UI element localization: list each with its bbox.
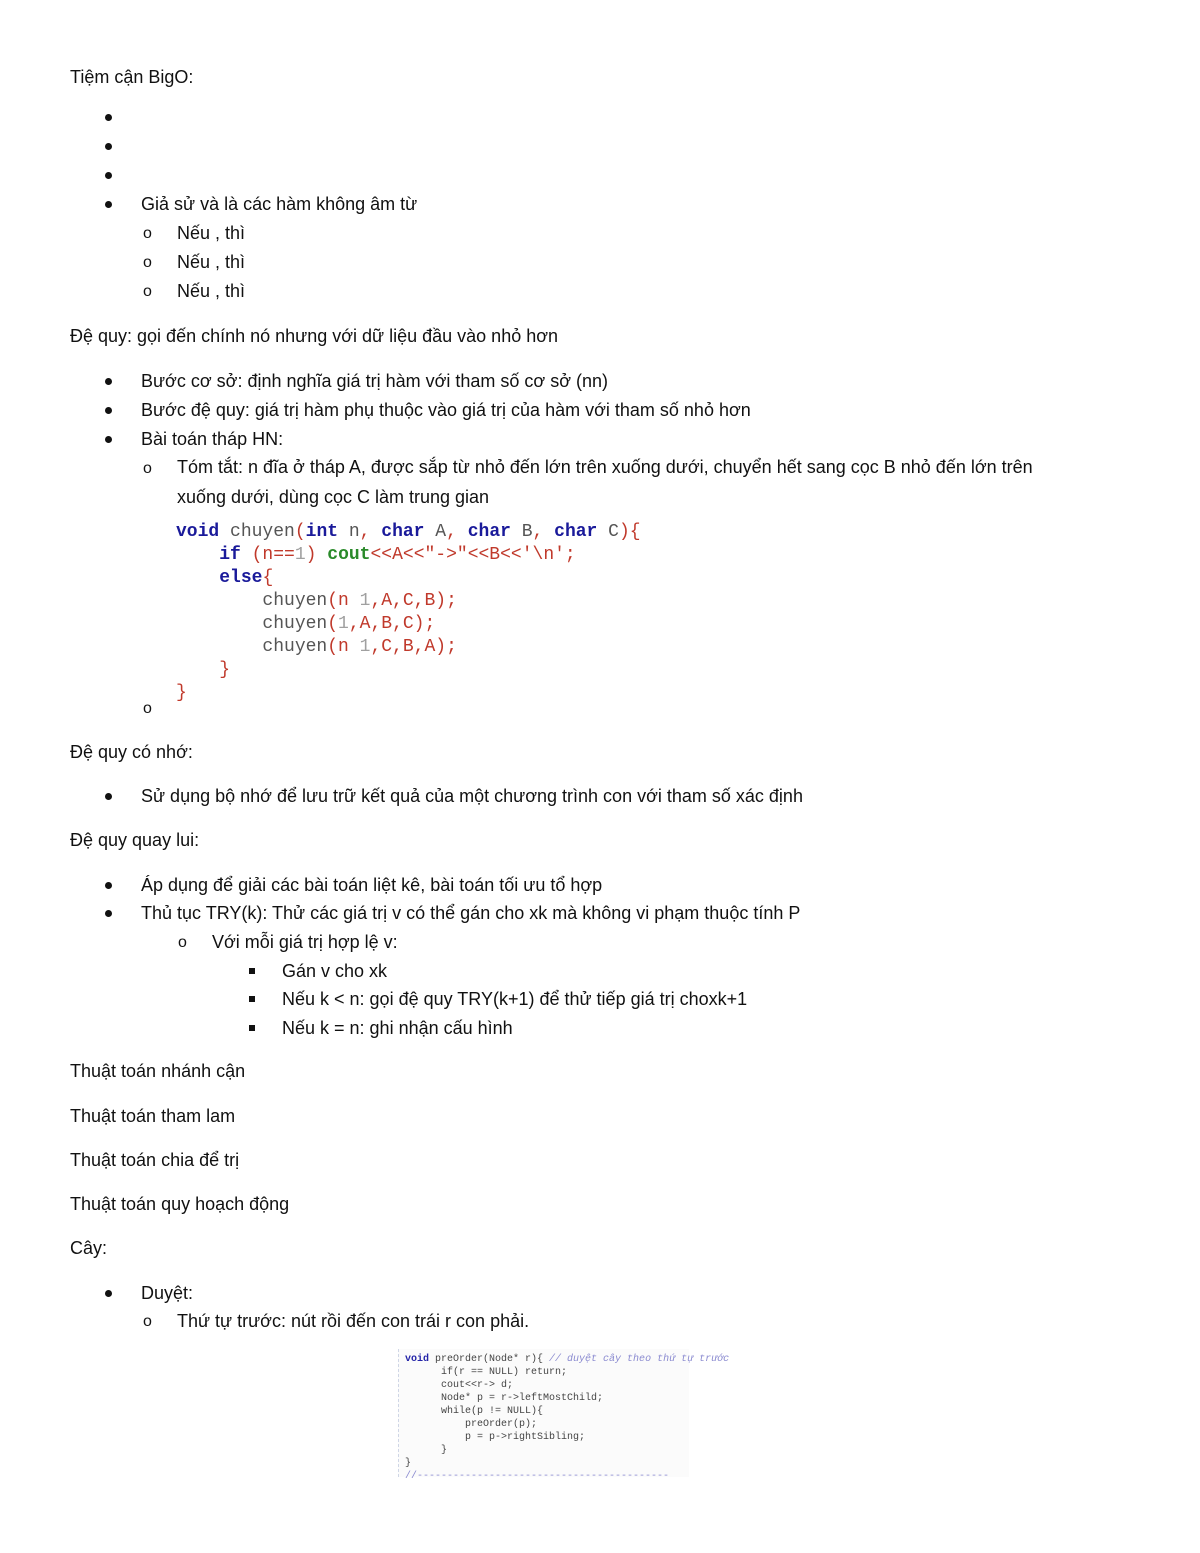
- dequy-item: Bài toán tháp HN:: [141, 429, 284, 449]
- bullet-circle: o: [143, 700, 152, 717]
- bullet-dot: [105, 1290, 112, 1297]
- quay-lui-item: Thủ tục TRY(k): Thử các giá trị v có thể gán cho xk mà không vi phạm thuộc tính P: [141, 903, 801, 923]
- heading-chia-de-tri: Thuật toán chia để trị: [70, 1150, 240, 1170]
- bullet-dot: [105, 143, 112, 150]
- bullet-circle: o: [143, 460, 152, 477]
- dequy-nho-item: Sử dụng bộ nhớ để lưu trữ kết quả của một chương trình con với tham số xác định: [141, 786, 803, 806]
- bullet-square: [249, 996, 255, 1002]
- bullet-dot: [105, 436, 112, 443]
- bullet-circle: o: [143, 225, 152, 242]
- bullet-dot: [105, 378, 112, 385]
- heading-quay-lui: Đệ quy quay lui:: [70, 830, 200, 850]
- heading-cay: Cây:: [70, 1238, 108, 1258]
- cay-item: Duyệt:: [141, 1283, 194, 1303]
- dequy-item: Bước cơ sở: định nghĩa giá trị hàm với tham số cơ sở (nn): [141, 371, 609, 391]
- bullet-dot: [105, 172, 112, 179]
- preorder-code: void preOrder(Node* r){ // duyệt cây theo thứ tự trước if(r == NULL) return; cout<<r-> d; Node* p = r->leftMostChild; while(p != NULL){ preOrder(p); p = p->rightSibling; } } //------------------------------------------: [405, 1354, 730, 1482]
- heading-dequy-co-nho: Đệ quy có nhớ:: [70, 742, 193, 762]
- bullet-circle: o: [143, 1313, 152, 1330]
- bullet-circle: o: [143, 254, 152, 271]
- bullet-circle: o: [143, 283, 152, 300]
- heading-dequy: Đệ quy: gọi đến chính nó nhưng với dữ liệu đầu vào nhỏ hơn: [70, 326, 559, 346]
- bullet-dot: [105, 201, 112, 208]
- hanoi-summary-cont: xuống dưới, dùng cọc C làm trung gian: [177, 487, 490, 507]
- hanoi-code-block: void chuyen(int n, char A, char B, char C){ if (n==1) cout<<A<<"->"<<B<<'\n'; else{ chuyen(n 1,A,C,B); chuyen(1,A,B,C); chuyen(n 1,C,B,A); } }: [176, 522, 641, 703]
- bullet-square: [249, 1025, 255, 1031]
- bigo-rule: Nếu , thì: [177, 223, 246, 243]
- heading-tham-lam: Thuật toán tham lam: [70, 1106, 236, 1126]
- quay-lui-step: Nếu k = n: ghi nhận cấu hình: [282, 1018, 513, 1038]
- quay-lui-step: Nếu k < n: gọi đệ quy TRY(k+1) để thử tiếp giá trị choxk+1: [282, 989, 748, 1009]
- bigo-rule: Nếu , thì: [177, 281, 246, 301]
- heading-nhanh-can: Thuật toán nhánh cận: [70, 1061, 246, 1081]
- quay-lui-item: Áp dụng để giải các bài toán liệt kê, bài toán tối ưu tổ hợp: [141, 875, 603, 895]
- dequy-item: Bước đệ quy: giá trị hàm phụ thuộc vào giá trị của hàm với tham số nhỏ hơn: [141, 400, 751, 420]
- bigo-assumption: Giả sử và là các hàm không âm từ: [141, 194, 418, 214]
- bullet-dot: [105, 114, 112, 121]
- preorder-code-image: [398, 1349, 730, 1482]
- quay-lui-subitem: Với mỗi giá trị hợp lệ v:: [212, 932, 398, 952]
- quay-lui-step: Gán v cho xk: [282, 961, 388, 981]
- bullet-square: [249, 968, 255, 974]
- bullet-dot: [105, 910, 112, 917]
- bullet-circle: o: [178, 934, 187, 951]
- cay-subitem: Thứ tự trước: nút rồi đến con trái r con phải.: [177, 1311, 530, 1331]
- hanoi-summary: Tóm tắt: n đĩa ở tháp A, được sắp từ nhỏ đến lớn trên xuống dưới, chuyển hết sang cọc B nhỏ đến lớn trên: [177, 457, 1033, 477]
- bullet-dot: [105, 407, 112, 414]
- bullet-dot: [105, 793, 112, 800]
- heading-quy-hoach-dong: Thuật toán quy hoạch động: [70, 1194, 290, 1214]
- heading-bigo: Tiệm cận BigO:: [70, 67, 194, 87]
- bigo-rule: Nếu , thì: [177, 252, 246, 272]
- bullet-dot: [105, 882, 112, 889]
